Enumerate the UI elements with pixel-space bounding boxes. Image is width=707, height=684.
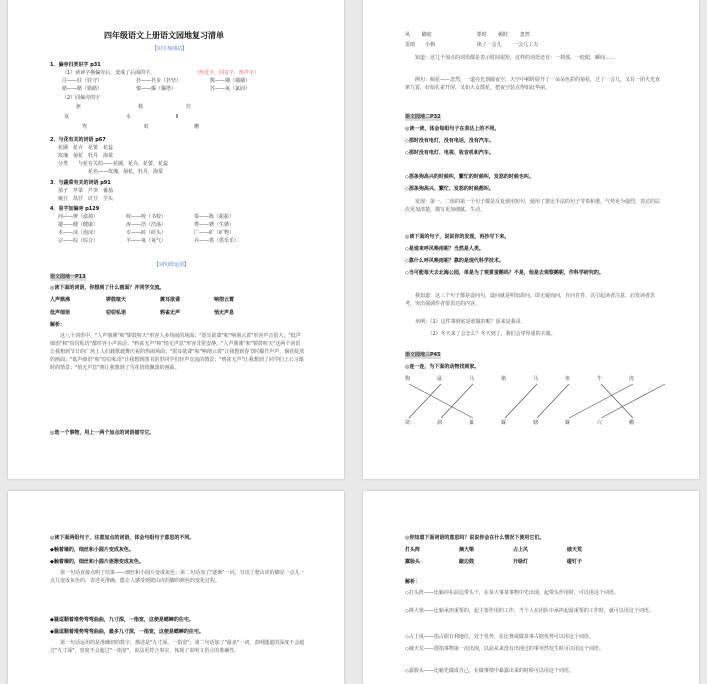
phrase: 锣鼓喧天: [106, 297, 127, 303]
match-line: [601, 384, 665, 418]
analysis-paragraph: 这八个词语中，"人声鼎沸"和"锣鼓喧天"形容人多热闹的场面；"震耳欲聋"和"响彻云霄"形容声音很大；"低声细语"和"窃窃私语"都形容小声说话；"鸦雀无声"和"悄无声息"形容非常安静。"人声鼎沸"和"锣鼓喧天"这两个词语让我想到节日的广场上人们载歌载舞庆祝的热闹场面；"震耳欲聋"和"响彻云霄"让我想到春节时爆竹声声，烟花绽放的画面；"低声细语"和"窃窃私语"让我想到图书馆里同学们轻声交流的情景；"鸦雀无声"让我想到了同学们上公习课时的情景；"悄无声息"则让我想到了雪花悄悄飘落的画面。: [50, 333, 305, 371]
word-pair: 秀——锈（生锈）: [194, 222, 235, 228]
document-page-3: [8, 491, 344, 684]
phrase: 敲边鼓: [459, 559, 475, 565]
radical-char: 驱: [76, 104, 82, 110]
question: ◎读下面的词语，你想到了什么画面？并同学交流。: [50, 285, 165, 291]
match-home: 厩: [501, 420, 507, 426]
sentence: ◇那时没有电灯、电视、收音机和汽车。: [405, 150, 494, 156]
unit-label: 语文园地三P45: [405, 352, 441, 358]
paragraph: （2）冬天来了会怎么？冬天到了，我们会穿厚重的衣服。: [405, 331, 556, 337]
question: ◎连一连，为下面的动物找到家。: [405, 364, 480, 370]
match-line: [441, 384, 473, 418]
question: ◎选一个事物，用上一两个加点的词语描写它。: [50, 430, 155, 436]
radical-char: 水: [126, 114, 132, 120]
analysis-label: 解析：: [405, 579, 421, 585]
paragraph: 举例：（1）这件事到底是谁做的呢？原来是我哥。: [405, 319, 526, 325]
page-title: 四年级语文上册语文园地复习清单: [104, 31, 224, 40]
word-row: 花圃 花卉 花蕾 花蕊: [58, 145, 114, 151]
word-row: 茄子 芹菜 芦笋 番茄: [58, 188, 114, 194]
question: ◎读下面两组句子，注意加点的词语，体会句组句子意思的不同。: [50, 535, 195, 541]
match-home: 棚: [629, 420, 635, 426]
match-line: [601, 384, 633, 418]
section-header-usage: 【词句段运用】: [154, 262, 190, 268]
match-line: [569, 384, 633, 418]
word-pair: 木——沫（泡沫）: [58, 230, 99, 236]
unit-label: 语文园地一P13: [50, 274, 86, 280]
word-pair: 涛——浩（浩荡）: [126, 222, 167, 228]
word-pair: 广——矿（矿物）: [194, 230, 235, 236]
match-animal: 虎: [629, 376, 635, 382]
word-pair: 羊——氧（氧气）: [126, 238, 167, 244]
item-heading-3: 3．与蔬菜有关的词语 p91: [50, 180, 111, 186]
sentence: ◇那时没有电灯，没有电话，没有汽车。: [405, 138, 494, 144]
phrase: 碰钉子: [567, 559, 583, 565]
word-pair: 扑——扑步（扑坚）: [136, 78, 182, 84]
sentence: ◇当可能每天去北海公园，单是为了观赏蚕鹅吗？不是，他是去观察鹅呢，作科学研究的。: [405, 270, 604, 276]
sentence: ◇是谁来呼风唤雨呢？当然是人类。: [405, 246, 484, 252]
sentence: ◆触着墙的，细丝和小圆片变成灰色。: [50, 547, 134, 553]
match-home: 窝: [405, 420, 411, 426]
match-animal: 马: [533, 376, 539, 382]
word-row: 分类 与花有关的——花圃，花卉，花蕾，花蕊: [58, 161, 169, 167]
match-animal: 猪: [501, 376, 507, 382]
phrase: 破天荒: [567, 547, 583, 553]
sentence: ◇靠什么呼风唤雨呢？靠的是现代科学技术。: [405, 258, 504, 264]
document-page-2: [363, 0, 699, 479]
sentence: ◆触着墙的，细丝和小圆片逐渐变成灰色。: [50, 559, 144, 565]
phrase: 人声鼎沸: [50, 297, 71, 303]
match-animal: 马: [469, 376, 475, 382]
radical-char: 槽: [194, 124, 200, 130]
analysis-label: 解析：: [50, 322, 66, 328]
match-line: [409, 384, 473, 418]
word-pair: 慎——爆（爆塔）: [136, 86, 177, 92]
radical-char: 椅: [138, 104, 144, 110]
word-pair: 注——驻（驻守）: [62, 78, 103, 84]
word-pair: 咬——咬（书校）: [126, 214, 167, 220]
phrase: 鸦雀无声: [160, 310, 181, 316]
word-pair: 宗——综（综合）: [58, 238, 99, 244]
match-animal: 鼠: [437, 376, 443, 382]
phrase: 开绿灯: [513, 559, 529, 565]
word-pair: 河——辨（滤掉）: [58, 214, 99, 220]
explanation: ◇破天荒——借指事物第一次出现，以前从来没有出现过的事突然发生时可以用这个词语。: [405, 646, 604, 652]
match-animal: 牛: [597, 376, 603, 382]
match-animal: 鱼: [565, 376, 571, 382]
paragraph: 发现：第一、二组的第一个句子都是反复使用短句，使用了排比手法的句子节奏和谐，气势更为强烈，表达的层次更加清楚，描写更加细腻、生动。: [405, 199, 661, 213]
question: ◎你知道下面词语的意思吗？说说你会在什么情况下使用它们。: [405, 535, 545, 541]
phrase: 窃窃私语: [106, 310, 127, 316]
match-line: [537, 384, 569, 418]
phrase: 摘大梁: [459, 547, 475, 553]
paragraph: 我知道：这三个句子都是设问句，设问就是明知故问，即无疑而问，自问自答，以引起读者注意，启发读者思考，突出强调作者要表达的内容。: [405, 293, 656, 307]
word-row: 风 脚底 要时 顿时 忽然: [405, 32, 530, 38]
paragraph: 知道：这几个加点的词语都是表示时间很短，这样的词语还有：一刹那，一眨眼，瞬间……: [405, 55, 616, 61]
phrase: 悄无声息: [214, 310, 235, 316]
match-home: 穴: [597, 420, 603, 426]
word-pair: 熊——墙（墙墙）: [210, 78, 251, 84]
paragraph: 第一句话运用的是准确切的数字，描述是"九寸深，一指宽"；第二句话加了"最多"一词，表明隧道的深度不会超过"九寸深"，宽度不会超过"一指宽"，说法更符合事实，体现了说明文语言的准确性。: [50, 640, 305, 654]
item-heading-1: 1．偏旁归类识字 p31: [50, 62, 101, 68]
item-heading-4: 4．易字加偏旁 p129: [50, 206, 100, 212]
word-row: 花名——玫瑰，菊花，牡丹，海棠: [88, 169, 164, 175]
match-home: 厩: [565, 420, 571, 426]
match-home: 巢: [469, 420, 475, 426]
match-line: [505, 384, 537, 418]
word-row: 豌豆 莴苣 豇豆 芋头: [58, 196, 114, 202]
word-pair: 兵——供（供乐乐）: [194, 238, 240, 244]
radical-char: 氛: [64, 114, 70, 120]
sentence: ◇那条狗高兴的时候叫，繁忙的时候叫，发怒的时候也叫。: [405, 174, 534, 180]
radical-char: 驾: [82, 124, 88, 130]
phrase: 响彻云霄: [214, 297, 235, 303]
explanation: ◇露脸头——比喻先做成自己，在做事情中暴露出来的时候可以用这个词语。: [405, 668, 574, 674]
radical-char: 虹: [144, 124, 150, 130]
question: ◎读一读，体会每组句子在表达上的不同。: [405, 126, 500, 132]
document-page-1: [8, 0, 344, 479]
word-row: 雷雨 小狗 读了一会儿 一会儿工夫: [405, 42, 539, 48]
word-pair: 绪——绪（错绪）: [62, 86, 103, 92]
radical-char: Ⅱ: [176, 114, 179, 120]
match-animal: 狗: [405, 376, 411, 382]
word-row: 玫瑰 菊花 牡丹 海棠: [58, 153, 114, 159]
sentence: ◆骚逗顺着堆势弯弯曲曲，最多九寸深，一指宽，这便是蟋蟀的住宅。: [50, 629, 204, 635]
phrase: 打头阵: [405, 547, 421, 553]
phrase: 震耳欲聋: [160, 297, 181, 303]
question: ◎读下面的句子，说说你的发现，再抄写下来。: [405, 234, 510, 240]
matching-lines: [363, 0, 699, 479]
item-subheading-note: （形近字，同音字，形声字）: [194, 70, 260, 76]
radical-char: 位: [186, 104, 192, 110]
word-pair: 捷——健（健康）: [58, 222, 99, 228]
item-subheading: （1）读读字换偏旁后，变成了后面的字。: [62, 70, 156, 76]
explanation: ◇打头阵——比喻冲在前边带头干，在某大事某事物中先出现，起带头作用时，可以用这个词语。: [405, 590, 619, 596]
word-pair: 泰——陈（振振）: [194, 214, 235, 220]
section-header-literacy: 【识字加油站】: [152, 46, 188, 52]
phrase: 露脸头: [405, 559, 421, 565]
phrase: 占上风: [513, 547, 529, 553]
word-pair: 苏——氧（氯固）: [210, 86, 251, 92]
word-pair: 专——砖（砖头）: [126, 230, 167, 236]
document-page-4: [363, 491, 699, 684]
sentence: ◆骚逗顺着堆势弯弯曲曲，九寸深，一指宽，这便是蟋蟀的住宅。: [50, 617, 194, 623]
unit-label: 语文园地二P32: [405, 114, 441, 120]
item-heading-2: 2．与花有关的词语 p67: [50, 137, 106, 143]
sentence: ◇那条狗高兴、繁忙、发怒的时候都叫。: [405, 186, 494, 192]
explanation: ◇占上风——指占据有利地位，处于优势，在比赛或做某事占据优势可以用这个词语。: [405, 634, 594, 640]
item-subheading: （2）同偏旁的字: [62, 95, 101, 101]
match-home: 塘: [533, 420, 539, 426]
match-home: 洞: [437, 420, 443, 426]
match-line: [409, 384, 441, 418]
phrase: 低声细语: [50, 310, 71, 316]
explanation: ◇挑大梁——比喻承担重要的，起主要作用的工作，当个人在团队中承担起最重要的工作时，就可以用这个词语。: [405, 608, 654, 614]
paragraph: 第一句话直接点明了结果——细丝和小圆片变成灰色；第二句话加了"逐渐"一词，写出了爬山虎的脚是一点儿一点儿变成灰色的，表述更准确，能让人感受到爬山虎的脚的颜色的变化过程。: [50, 570, 305, 584]
paragraph: 例句：倾花——忽然，一道亮光划破夜空，天空中顿时绽开了一朵朵色彩的菊花，过了一会儿，又有一团火光直窜九霄，好似孔雀开屏，又如大女散花，把夜空装点得如此华丽。: [405, 77, 661, 91]
